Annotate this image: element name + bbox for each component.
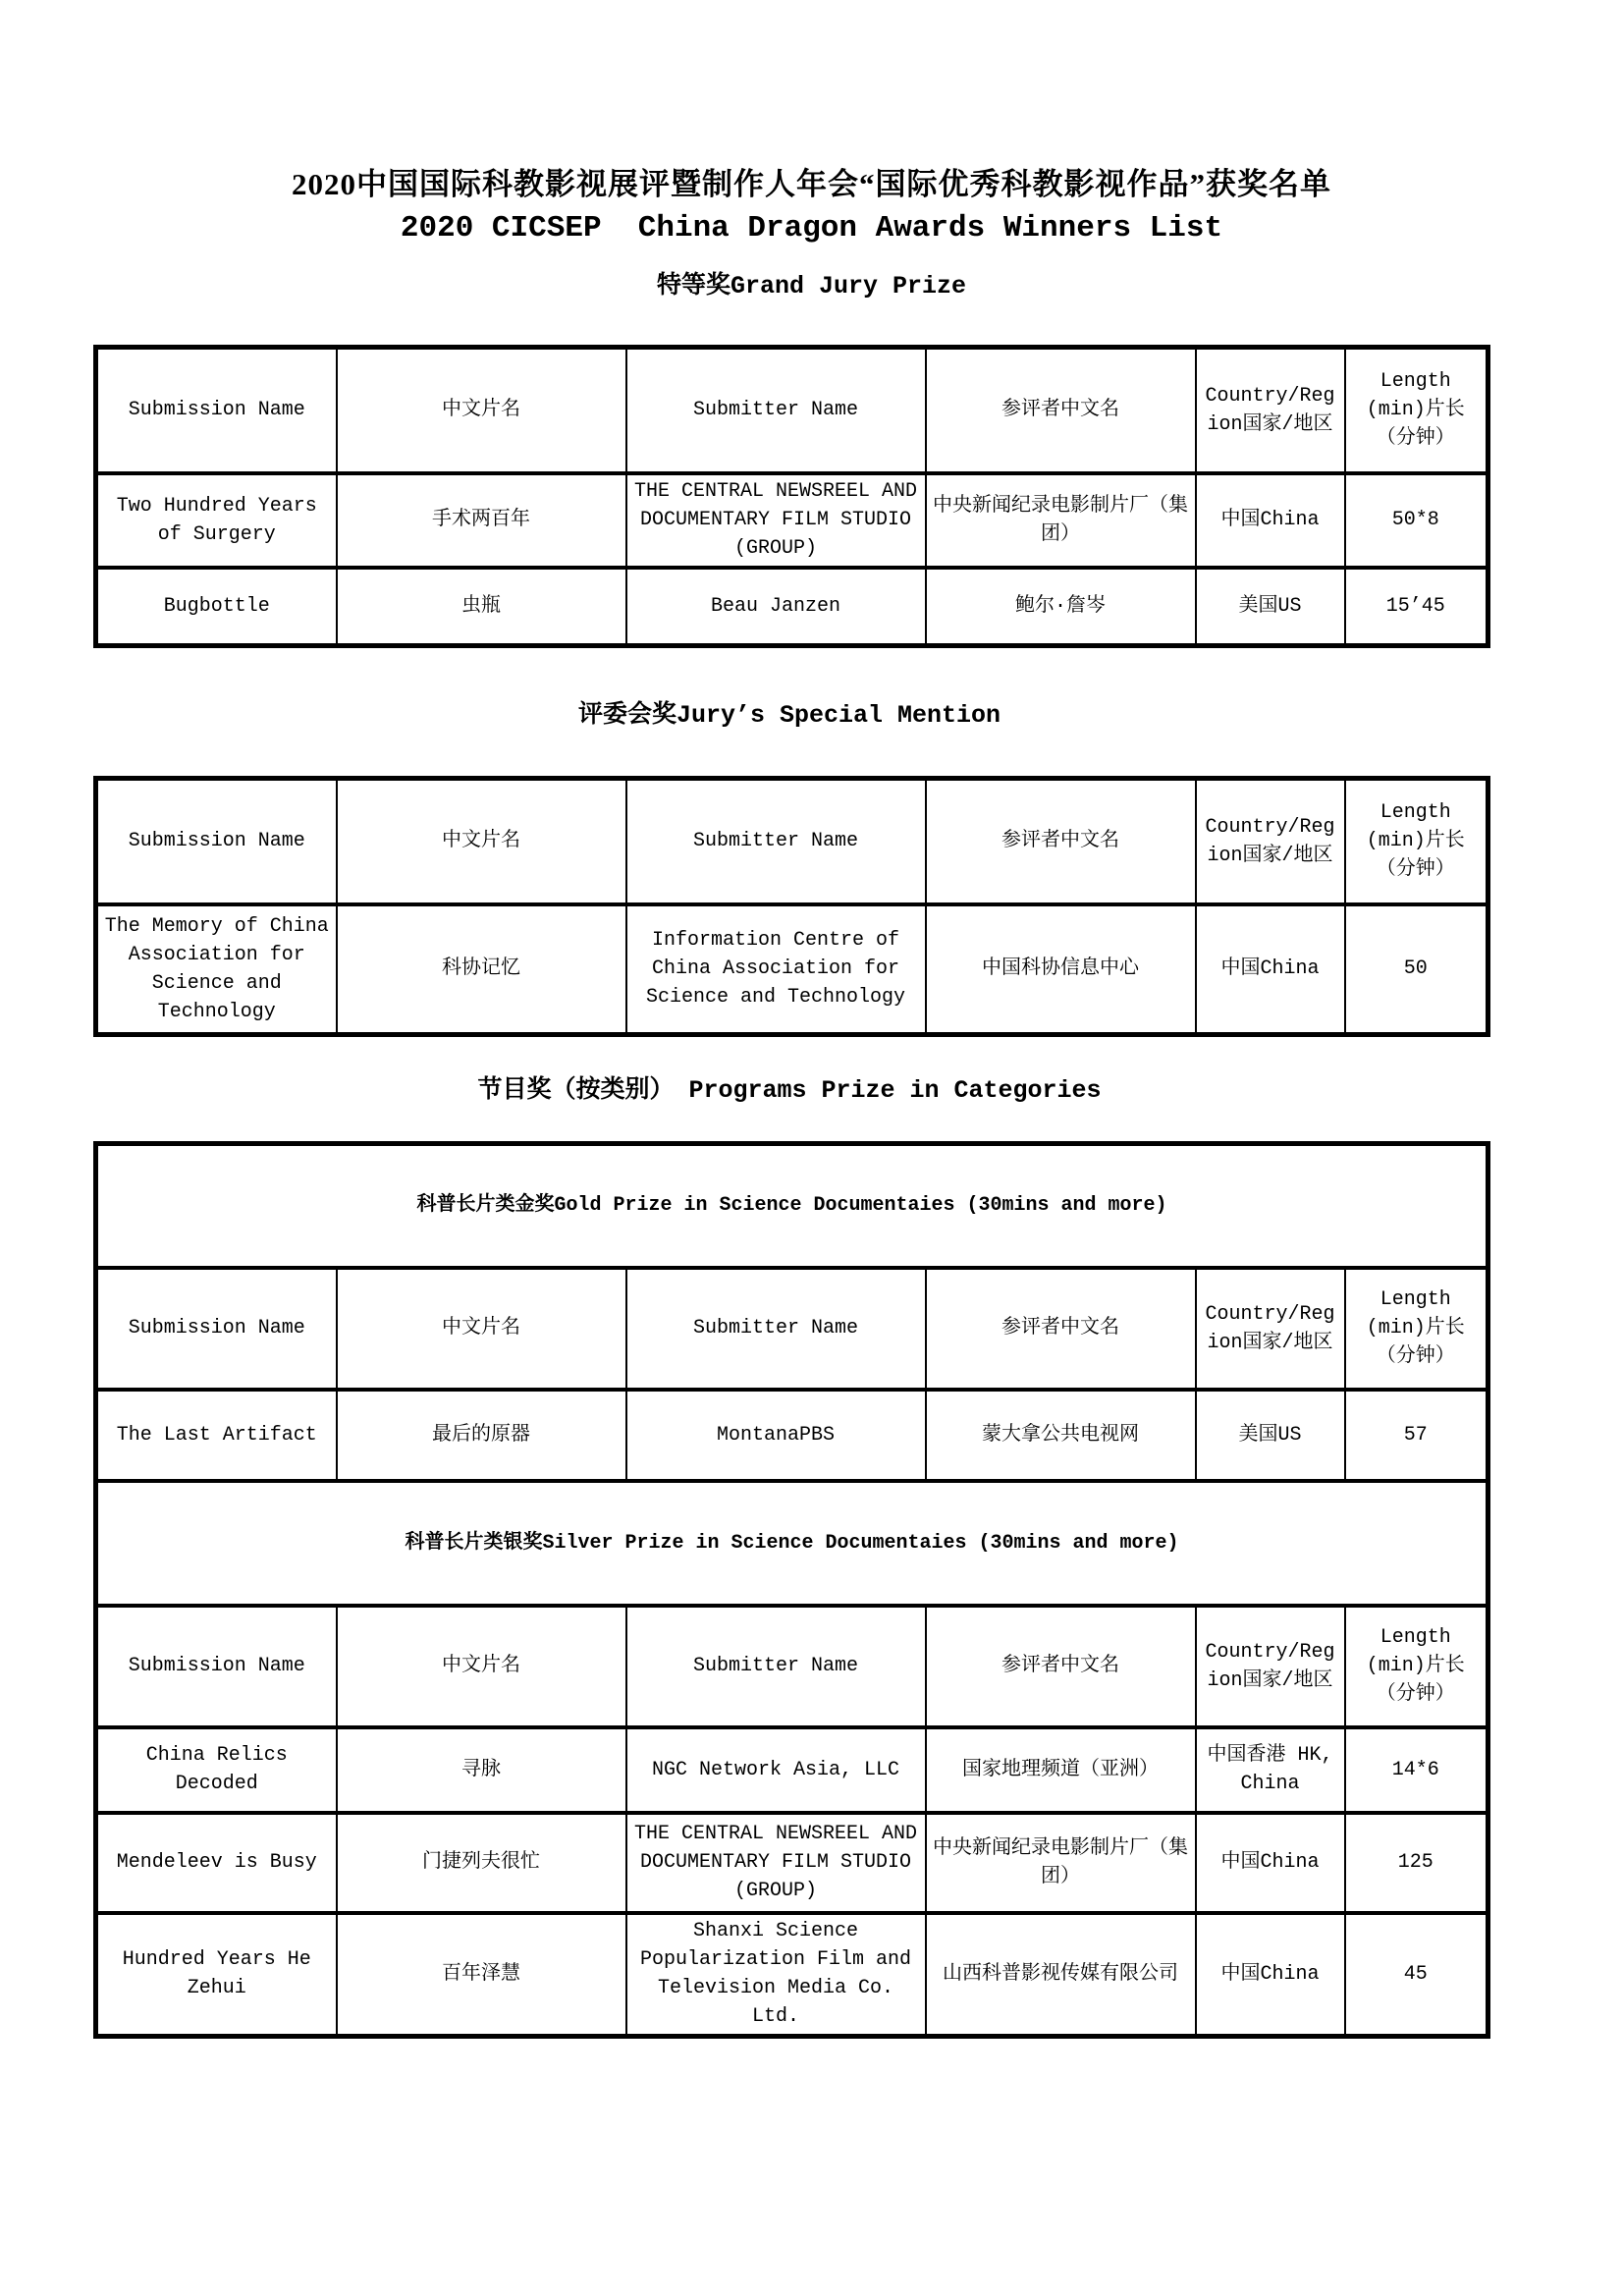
cell-submission-name: Hundred Years He Zehui xyxy=(96,1913,337,2037)
cell-chinese-title: 寻脉 xyxy=(337,1727,626,1813)
cell-length: 45 xyxy=(1345,1913,1488,2037)
cell-country-region: 中国China xyxy=(1196,904,1345,1035)
cell-length: 14*6 xyxy=(1345,1727,1488,1813)
col-header-country-region: Country/Region国家/地区 xyxy=(1196,348,1345,473)
cell-submitter-chinese: 鲍尔·詹岑 xyxy=(926,568,1196,646)
section-heading-programs-prize: 节目奖（按类别） Programs Prize in Categories xyxy=(477,1076,1102,1105)
table-header-row xyxy=(96,779,1488,904)
col-header-submitter-name: Submitter Name xyxy=(626,348,926,473)
col-header-submission-name: Submission Name xyxy=(96,779,337,904)
cell-submission-name: The Last Artifact xyxy=(96,1390,337,1481)
cell-submitter-chinese: 山西科普影视传媒有限公司 xyxy=(926,1913,1196,2037)
silver-prize-band-row xyxy=(96,1481,1488,1606)
col-header-chinese-title: 中文片名 xyxy=(337,348,626,473)
silver-prize-band: 科普长片类银奖Silver Prize in Science Documentaies (30mins and more) xyxy=(96,1481,1488,1606)
section-heading-grand-jury-prize: 特等奖Grand Jury Prize xyxy=(656,272,967,301)
cell-chinese-title: 手术两百年 xyxy=(337,473,626,568)
table-row xyxy=(96,1913,1488,2037)
cell-submitter-name: Shanxi Science Popularization Film and Television Media Co. Ltd. xyxy=(626,1913,926,2037)
col-header-submission-name: Submission Name xyxy=(96,1606,337,1727)
table-row xyxy=(96,473,1488,568)
table-row xyxy=(96,568,1488,646)
cell-length: 125 xyxy=(1345,1813,1488,1913)
cell-submission-name: Mendeleev is Busy xyxy=(96,1813,337,1913)
col-header-length: Length (min)片长（分钟） xyxy=(1345,348,1488,473)
cell-submitter-name: NGC Network Asia, LLC xyxy=(626,1727,926,1813)
cell-length: 50 xyxy=(1345,904,1488,1035)
spacer xyxy=(93,648,1486,701)
col-header-submitter-name: Submitter Name xyxy=(626,1606,926,1727)
col-header-length: Length (min)片长（分钟） xyxy=(1345,1268,1488,1390)
col-header-submitter-chinese: 参评者中文名 xyxy=(926,779,1196,904)
cell-submitter-name: MontanaPBS xyxy=(626,1390,926,1481)
table-row xyxy=(96,1813,1488,1913)
cell-country-region: 中国香港 HK, China xyxy=(1196,1727,1345,1813)
cell-submitter-name: Information Centre of China Association for Science and Technology xyxy=(626,904,926,1035)
spacer xyxy=(93,1037,1486,1076)
spacer xyxy=(93,1106,1486,1141)
cell-chinese-title: 虫瓶 xyxy=(337,568,626,646)
cell-length: 57 xyxy=(1345,1390,1488,1481)
cell-submission-name: Bugbottle xyxy=(96,568,337,646)
table-row xyxy=(96,1390,1488,1481)
cell-submitter-name: THE CENTRAL NEWSREEL AND DOCUMENTARY FILM STUDIO (GROUP) xyxy=(626,1813,926,1913)
table-row xyxy=(96,1727,1488,1813)
col-header-length: Length (min)片长（分钟） xyxy=(1345,1606,1488,1727)
cell-country-region: 美国US xyxy=(1196,1390,1345,1481)
gold-prize-band-row xyxy=(96,1144,1488,1268)
cell-submission-name: The Memory of China Association for Science and Technology xyxy=(96,904,337,1035)
cell-length: 15’45 xyxy=(1345,568,1488,646)
section-heading-jury-special-mention: 评委会奖Jury’s Special Mention xyxy=(577,701,1001,730)
col-header-submitter-chinese: 参评者中文名 xyxy=(926,1268,1196,1390)
cell-chinese-title: 最后的原器 xyxy=(337,1390,626,1481)
col-header-country-region: Country/Region国家/地区 xyxy=(1196,779,1345,904)
spacer xyxy=(93,731,1486,776)
cell-country-region: 美国US xyxy=(1196,568,1345,646)
table-header-row xyxy=(96,1606,1488,1727)
cell-chinese-title: 科协记忆 xyxy=(337,904,626,1035)
cell-chinese-title: 门捷列夫很忙 xyxy=(337,1813,626,1913)
programs-prize-table xyxy=(93,1141,1490,2039)
cell-country-region: 中国China xyxy=(1196,1813,1345,1913)
cell-submitter-chinese: 中央新闻纪录电影制片厂（集团） xyxy=(926,1813,1196,1913)
gold-prize-band: 科普长片类金奖Gold Prize in Science Documentaies (30mins and more) xyxy=(96,1144,1488,1268)
col-header-submission-name: Submission Name xyxy=(96,348,337,473)
document-title-english: 2020 CICSEP China Dragon Awards Winners List xyxy=(400,211,1223,246)
cell-submitter-chinese: 中央新闻纪录电影制片厂（集团） xyxy=(926,473,1196,568)
grand-jury-prize-table xyxy=(93,345,1490,648)
table-header-row xyxy=(96,348,1488,473)
col-header-submitter-chinese: 参评者中文名 xyxy=(926,1606,1196,1727)
cell-submitter-chinese: 中国科协信息中心 xyxy=(926,904,1196,1035)
col-header-submitter-chinese: 参评者中文名 xyxy=(926,348,1196,473)
cell-submitter-chinese: 蒙大拿公共电视网 xyxy=(926,1390,1196,1481)
cell-submission-name: Two Hundred Years of Surgery xyxy=(96,473,337,568)
document-title-chinese: 2020中国国际科教影视展评暨制作人年会“国际优秀科教影视作品”获奖名单 xyxy=(292,167,1331,201)
content-area xyxy=(93,345,1486,2039)
col-header-chinese-title: 中文片名 xyxy=(337,1268,626,1390)
table-row xyxy=(96,904,1488,1035)
cell-submitter-name: THE CENTRAL NEWSREEL AND DOCUMENTARY FILM STUDIO (GROUP) xyxy=(626,473,926,568)
col-header-submission-name: Submission Name xyxy=(96,1268,337,1390)
col-header-country-region: Country/Region国家/地区 xyxy=(1196,1606,1345,1727)
col-header-submitter-name: Submitter Name xyxy=(626,779,926,904)
col-header-chinese-title: 中文片名 xyxy=(337,1606,626,1727)
jury-special-mention-table xyxy=(93,776,1490,1037)
cell-country-region: 中国China xyxy=(1196,473,1345,568)
cell-submission-name: China Relics Decoded xyxy=(96,1727,337,1813)
cell-submitter-chinese: 国家地理频道（亚洲） xyxy=(926,1727,1196,1813)
cell-submitter-name: Beau Janzen xyxy=(626,568,926,646)
cell-chinese-title: 百年泽慧 xyxy=(337,1913,626,2037)
spacer xyxy=(0,301,1623,345)
cell-country-region: 中国China xyxy=(1196,1913,1345,2037)
col-header-country-region: Country/Region国家/地区 xyxy=(1196,1268,1345,1390)
col-header-length: Length (min)片长（分钟） xyxy=(1345,779,1488,904)
cell-length: 50*8 xyxy=(1345,473,1488,568)
table-header-row xyxy=(96,1268,1488,1390)
col-header-chinese-title: 中文片名 xyxy=(337,779,626,904)
col-header-submitter-name: Submitter Name xyxy=(626,1268,926,1390)
